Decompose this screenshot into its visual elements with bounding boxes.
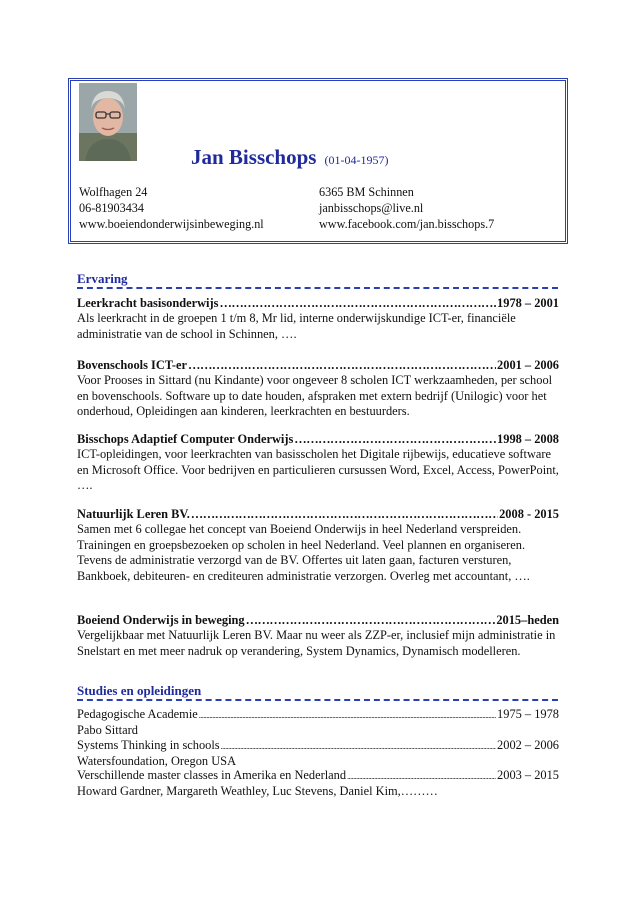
study-name: Pedagogische Academie — [77, 707, 198, 721]
entry-period: 2001 – 2006 — [497, 358, 559, 372]
study-entry — [77, 768, 559, 800]
section-divider — [77, 699, 558, 701]
address-city: 6365 BM Schinnen — [319, 185, 414, 199]
experience-entry — [77, 507, 559, 584]
section-title-studies: Studies en opleidingen — [77, 683, 202, 698]
entry-period: 1978 – 2001 — [497, 296, 559, 310]
experience-entry — [77, 432, 559, 494]
person-name: Jan Bisschops — [191, 145, 317, 169]
study-entry — [77, 707, 559, 739]
profile-photo — [79, 83, 137, 161]
entry-description: Voor Prooses in Sittard (nu Kindante) voor ongeveer 8 scholen ICT werkzaamheden, per school en bovenschools. Software up to date houden, afspraken met extern bedrijf (Unilogic) voor het onderhoud, Opleidingen aan kinderen, leerkrachten en bestuurders. — [77, 373, 553, 419]
date-of-birth: (01-04-1957) — [324, 153, 389, 167]
header-box — [68, 78, 568, 244]
name-line — [191, 145, 388, 170]
website-link[interactable]: www.boeiendonderwijsinbeweging.nl — [79, 217, 264, 231]
contact-right — [319, 184, 494, 232]
study-period: 1975 – 1978 — [497, 707, 559, 721]
study-name: Verschillende master classes in Amerika en Nederland — [77, 768, 347, 782]
entry-role: Leerkracht basisonderwijs — [77, 296, 219, 310]
entry-description: Als leerkracht in de groepen 1 t/m 8, Mr lid, interne onderwijskundige ICT-er, financiële administratie van de school in Schinnen, …. — [77, 311, 516, 341]
entry-role: Bovenschools ICT-er — [77, 358, 188, 372]
entry-period: 2008 - 2015 — [499, 507, 559, 521]
address-street: Wolfhagen 24 — [79, 185, 148, 199]
phone-number: 06-81903434 — [79, 201, 144, 215]
entry-description: Samen met 6 collegae het concept van Boeiend Onderwijs in heel Nederland verspreiden. Trainingen en groepsbezoeken op scholen in heel Nederland. Veel plannen en organiseren. Tevens de administratie verzorgd van de BV. Offertes uit laten gaan, facturen versturen, Bankboek, debiteuren- en crediteuren administratie verzorgen. Overleg met accountant, …. — [77, 522, 530, 583]
study-entry — [77, 738, 559, 770]
study-period: 2003 – 2015 — [497, 768, 559, 782]
section-divider — [77, 287, 558, 289]
study-people: Howard Gardner, Margareth Weathley, Luc Stevens, Daniel Kim,……… — [77, 784, 438, 799]
contact-left — [79, 184, 264, 232]
entry-role: Bisschops Adaptief Computer Onderwijs — [77, 432, 294, 446]
study-institution: Watersfoundation, Oregon USA — [77, 754, 237, 769]
study-name: Systems Thinking in schools — [77, 738, 220, 752]
email-link[interactable]: janbisschops@live.nl — [319, 201, 424, 215]
entry-period: 1998 – 2008 — [497, 432, 559, 446]
study-institution: Pabo Sittard — [77, 723, 138, 738]
study-period: 2002 – 2006 — [497, 738, 559, 752]
entry-description: Vergelijkbaar met Natuurlijk Leren BV. Maar nu weer als ZZP-er, inclusief mijn administratie in Snelstart en met meer nadruk op verandering, System Dynamics, Dynamisch modelleren. — [77, 628, 556, 658]
experience-entry — [77, 358, 559, 420]
experience-entry — [77, 296, 559, 342]
entry-role: Boeiend Onderwijs in beweging — [77, 613, 245, 627]
entry-description: ICT-opleidingen, voor leerkrachten van basisscholen het Digitale rijbewijs, educatieve software en Microsoft Office. Voor bedrijven en particulieren cursussen Word, Excel, Access, PowerPoint, …. — [77, 447, 559, 493]
facebook-link[interactable]: www.facebook.com/jan.bisschops.7 — [319, 217, 495, 231]
entry-period: 2015–heden — [496, 613, 559, 627]
entry-role: Natuurlijk Leren BV. — [77, 507, 190, 521]
experience-entry — [77, 613, 559, 659]
section-title-experience: Ervaring — [77, 271, 128, 286]
